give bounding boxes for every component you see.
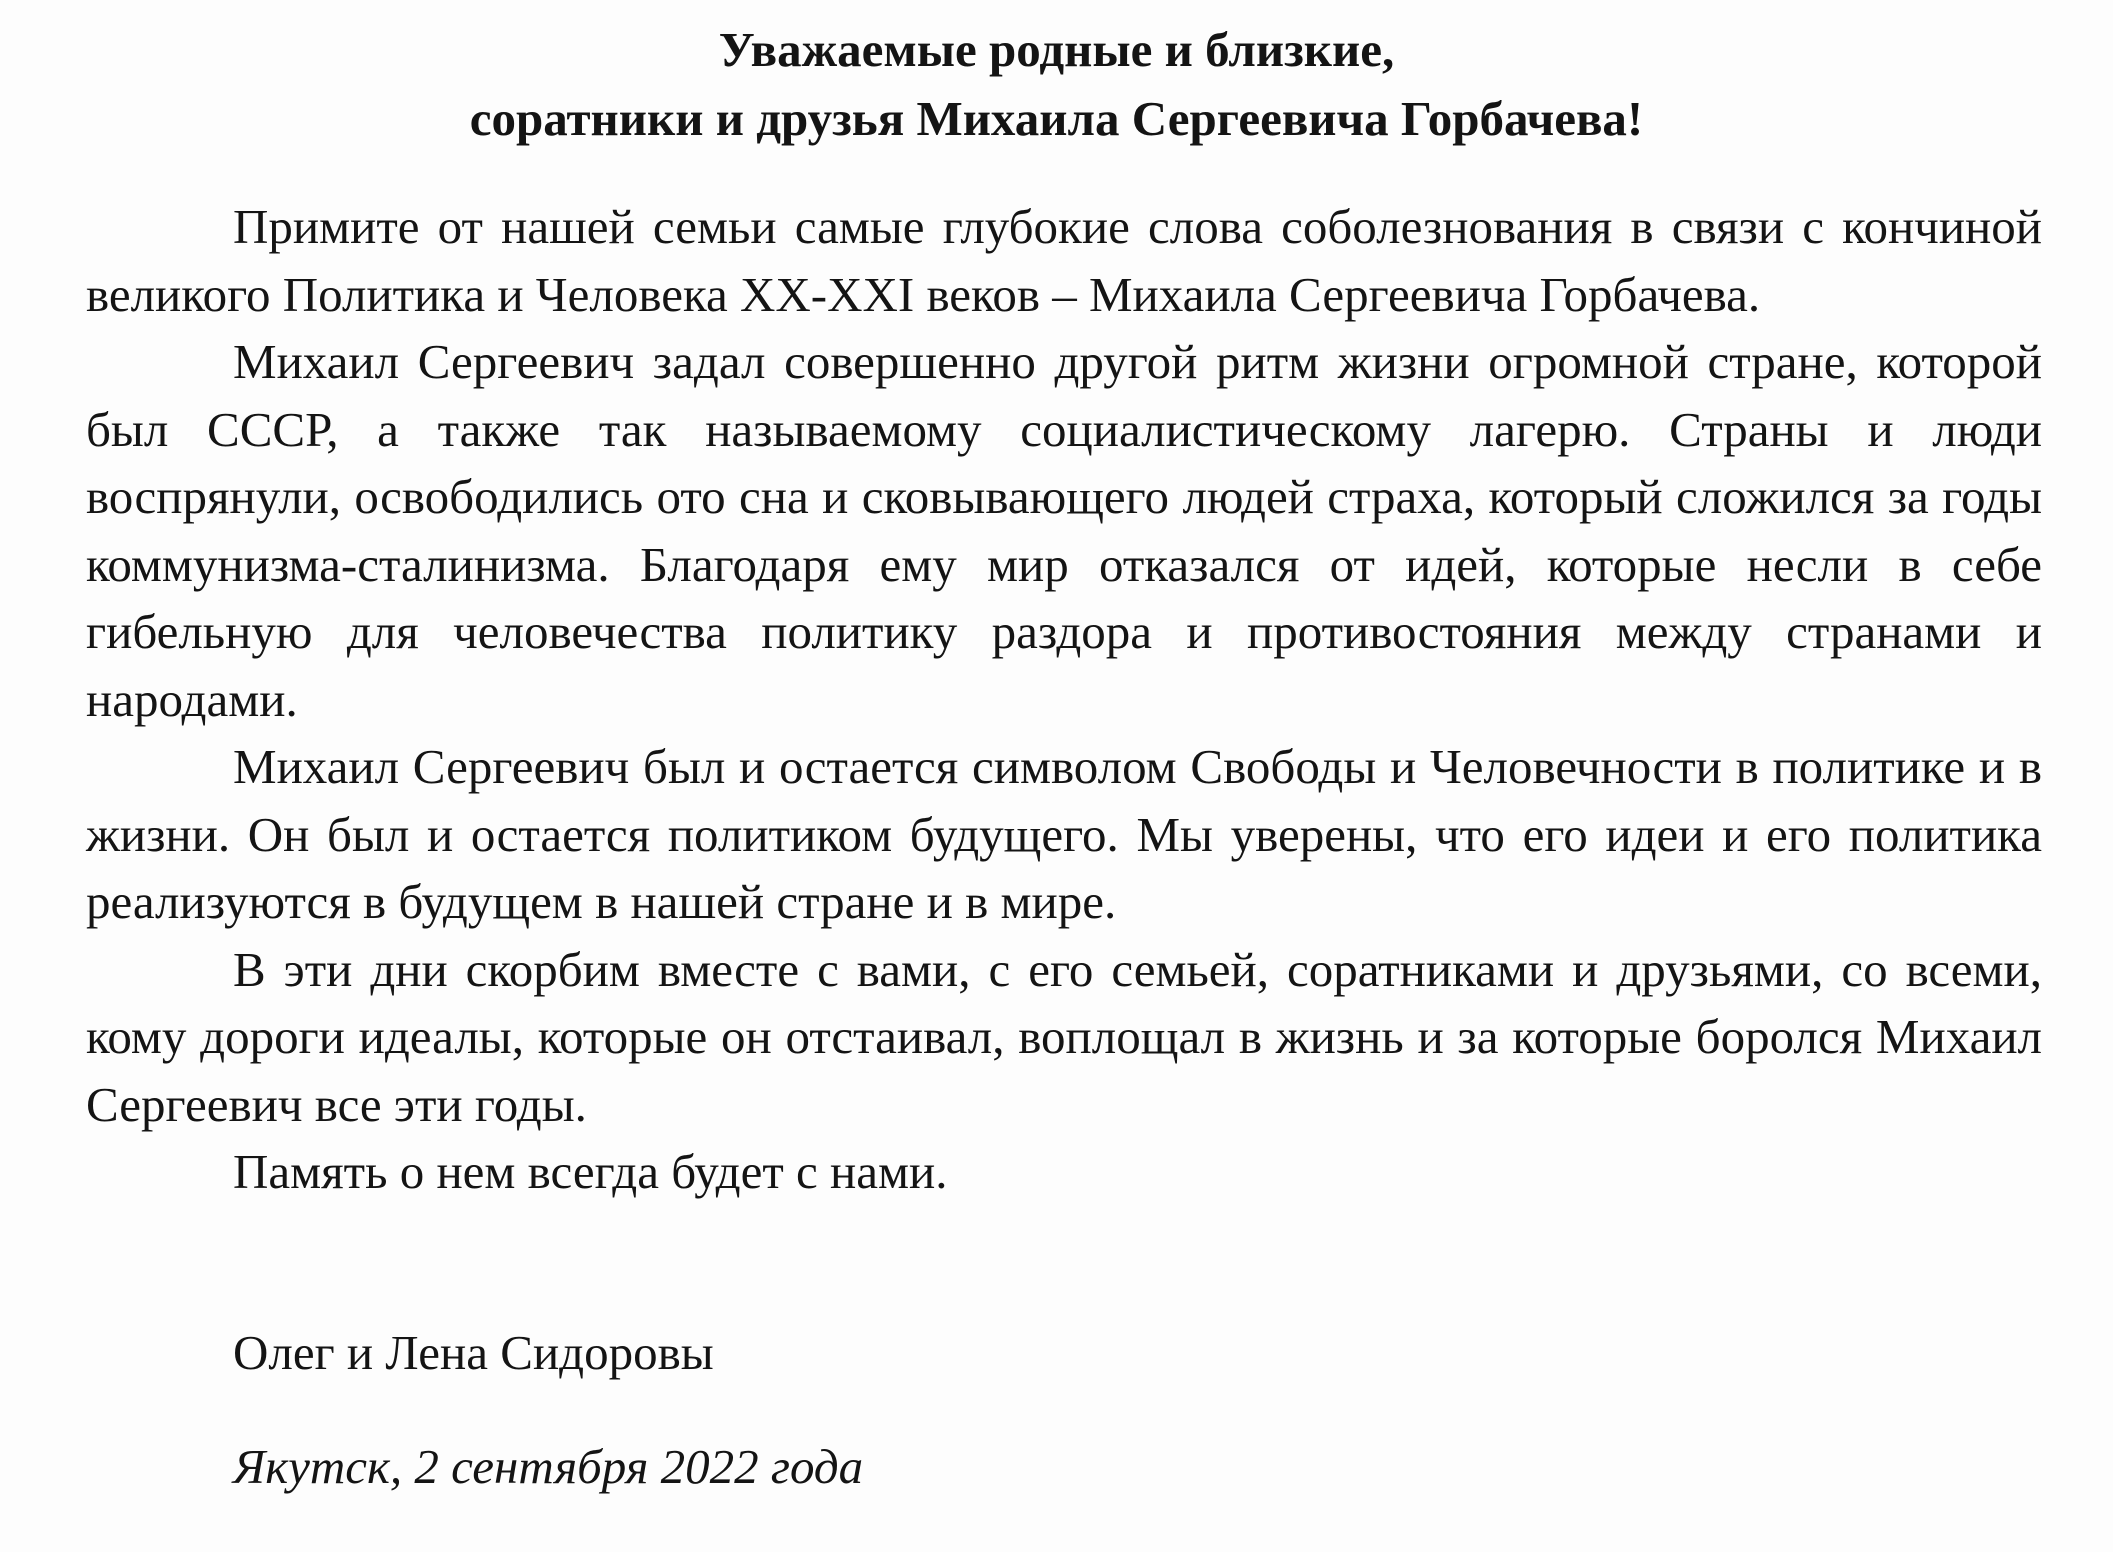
paragraph-memory: Память о нем всегда будет с нами. xyxy=(233,1144,948,1199)
signature: Олег и Лена Сидоровы xyxy=(233,1325,714,1380)
paragraph-symbol-of-freedom: Михаил Сергеевич был и остается символом Свободы и Человечности в политике и в жизни. Он был и остается политиком будущего. Мы уверены, что его идеи и его политика реализуются в будущем в нашей стране и в мире. xyxy=(86,739,2042,929)
paragraph-condolences: Примите от нашей семьи самые глубокие слова соболезнования в связи с кончиной великого Политика и Человека XX-XXI веков – Михаила Сергеевича Горбачева. xyxy=(86,199,2042,322)
letter-body xyxy=(86,193,2042,1206)
paragraph-mourning: В эти дни скорбим вместе с вами, с его семьей, соратниками и друзьями, со всеми, кому дороги идеалы, которые он отстаивал, воплощал в жизнь и за которые боролся Михаил Сергеевич все эти годы. xyxy=(86,941,2042,1132)
heading-line-2: соратники и друзья Михаила Сергеевича Горбачева! xyxy=(469,91,1644,146)
heading-line-1: Уважаемые родные и близкие, xyxy=(718,22,1395,77)
place-and-date: Якутск, 2 сентября 2022 года xyxy=(233,1439,864,1494)
paragraph-rhythm-of-life: Михаил Сергеевич задал совершенно другой ритм жизни огромной стране, которой был СССР, а также так называемому социалистическому лагерю. Страны и люди воспрянули, освободились ото сна и сковывающего людей страха, который сложился за годы коммунизма-сталинизма. Благодаря ему мир отказался от идей, которые несли в себе гибельную для человечества политику раздора и противостояния между странами и народами. xyxy=(86,334,2042,727)
